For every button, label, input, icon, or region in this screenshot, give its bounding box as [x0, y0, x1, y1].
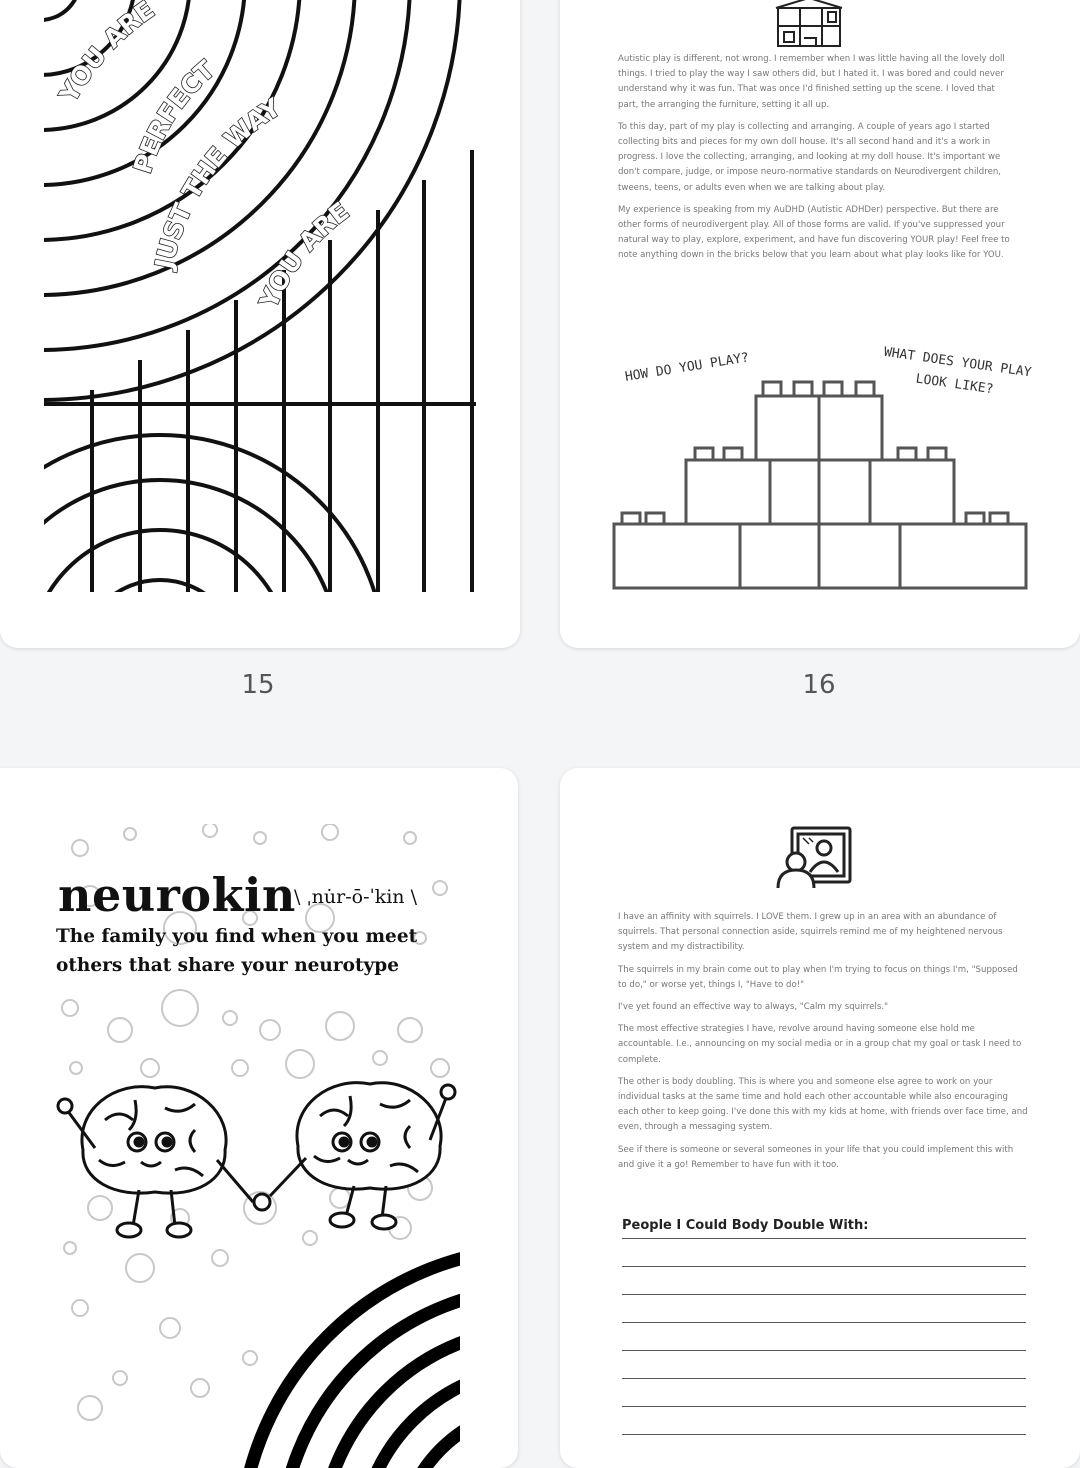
bubble [330, 1188, 350, 1208]
paragraph: The squirrels in my brain come out to play when I'm trying to focus on things I'm, "Supposed to do," or worse yet, things I, "Have to do!" [618, 964, 1018, 990]
paragraph: To this day, part of my play is collecting and arranging. A couple of years ago I started collecting bits and pieces for my own doll house. It's all second hand and it's a work in progress. I love the collecting, arranging, and looking at my doll house. It's important we don't compare, judge, or impose neuro-normative standards on Neurodivergent children, tweens, teens, or adults even when we are talking about play. [618, 121, 1002, 193]
write-line[interactable] [622, 1434, 1026, 1435]
write-line[interactable] [622, 1350, 1026, 1351]
page-18-card[interactable] [560, 768, 1080, 1468]
bubble [431, 1059, 449, 1077]
paragraph: My experience is speaking from my AuDHD (Autistic ADHDer) perspective. But there are other forms of neurodivergent play. All of those forms are valid. If you've suppressed your natural way to play, explore, experiment, and have fun discovering YOUR play! Feel free to note anything down in the bricks below that you learn about what play looks like for YOU. [618, 204, 1010, 261]
rainbow-band [240, 1248, 518, 1468]
bubble [254, 832, 266, 844]
bubble [162, 990, 198, 1026]
bubble [72, 1300, 88, 1316]
rainbow-band [30, 530, 290, 648]
rainbow-band [0, 480, 340, 648]
brains-holding-hands-illustration [58, 1083, 455, 1237]
paragraph: See if there is someone or several someones in your life that you could implement this with and give it a go! Remember to have fun with it too. [618, 1144, 1014, 1170]
bubble [160, 1318, 180, 1338]
paragraph: The other is body doubling. This is where you and someone else agree to work on your individual tasks at the same time and hold each other accountable while also encouraging each other to keep going. I've done this with my kids at home, with friends over face time, and even, through a messaging system. [618, 1076, 1028, 1133]
write-line[interactable] [622, 1238, 1026, 1239]
bubble [260, 1020, 280, 1040]
arc-text-2: PERFECT [127, 54, 221, 177]
arc-text-1: YOU ARE [53, 0, 160, 107]
what-does-your-play-look-like-label: WHAT DOES YOUR PLAY LOOK LIKE? [882, 344, 1033, 398]
arc-text-3: JUST THE WAY [149, 92, 286, 272]
bubble [398, 1018, 422, 1042]
rainbow-illustration [0, 0, 520, 648]
bubble [203, 823, 217, 837]
bubble [70, 1062, 82, 1074]
rainbow-corner [240, 1248, 518, 1468]
page-18-body [618, 910, 1028, 1180]
write-line[interactable] [622, 1266, 1026, 1267]
bubble [286, 1050, 314, 1078]
bubble [212, 1250, 228, 1266]
rainbow-band [320, 1328, 518, 1468]
paragraph: I've yet found an effective way to always, "Calm my squirrels." [618, 1002, 889, 1013]
bubble [232, 1060, 248, 1076]
neurokin-definition: The family you find when you meet others that share your neurotype [56, 926, 418, 976]
bubble [88, 1196, 112, 1220]
bubble [124, 828, 136, 840]
paragraph: Autistic play is different, not wrong. I remember when I was little having all the lovely doll things. I tried to play the way I saw others did, but I hated it. I was bored and could never understand why it was fun. That was once I'd finished setting up the scene. I loved that part, the arranging the furniture, setting it all up. [618, 54, 1005, 110]
body-double-list-title: People I Could Body Double With: [622, 1218, 869, 1233]
bubble [126, 1254, 154, 1282]
bubble [223, 1011, 237, 1025]
rainbow-band [0, 435, 385, 648]
page-17-card[interactable] [0, 768, 518, 1468]
paragraph: I have an affinity with squirrels. I LOVE them. I grew up in an area with an abundance of squirrels. That personal connection aside, squirrels remind me of my heightened nervous system and my distractibility. [618, 912, 1003, 953]
bubble [326, 1012, 354, 1040]
page-number-15: 15 [241, 670, 275, 700]
rainbow-band [80, 580, 240, 648]
write-line[interactable] [622, 1322, 1026, 1323]
page-number-16: 16 [802, 670, 836, 700]
bubble [322, 824, 338, 840]
bubble [108, 1018, 132, 1042]
bubble [373, 1051, 387, 1065]
bubble [404, 832, 416, 844]
rainbow-band [0, 0, 80, 20]
bubble [303, 1231, 317, 1245]
neurokin-word: neurokin [58, 868, 296, 922]
dollhouse-icon [776, 0, 842, 46]
write-line[interactable] [622, 1294, 1026, 1295]
bubble [64, 1242, 76, 1254]
mirror-people-icon [778, 828, 850, 888]
write-line[interactable] [622, 1406, 1026, 1407]
page-16-card[interactable] [560, 0, 1080, 648]
page-15-card[interactable] [0, 0, 520, 648]
bubble [113, 1371, 127, 1385]
bubble [191, 1379, 209, 1397]
page-16-body [618, 52, 1018, 271]
bubble [78, 1396, 102, 1420]
brick-wall-illustration [614, 382, 1026, 588]
paragraph: The most effective strategies I have, revolve around having someone else hold me accountable. I.e., announcing on my social media or in a group chat my goal or task I need to complete. [618, 1024, 1022, 1065]
arc-text-4: YOU ARE [253, 196, 355, 313]
how-do-you-play-label: HOW DO YOU PLAY? [624, 350, 751, 385]
bubble [433, 881, 447, 895]
bubble [62, 1000, 78, 1016]
bubble [243, 1351, 257, 1365]
pronunciation: \ ˌnu̇r-ō-ˈkin \ [294, 886, 417, 908]
bubble [72, 840, 88, 856]
write-line[interactable] [622, 1378, 1026, 1379]
bubble [141, 1059, 159, 1077]
